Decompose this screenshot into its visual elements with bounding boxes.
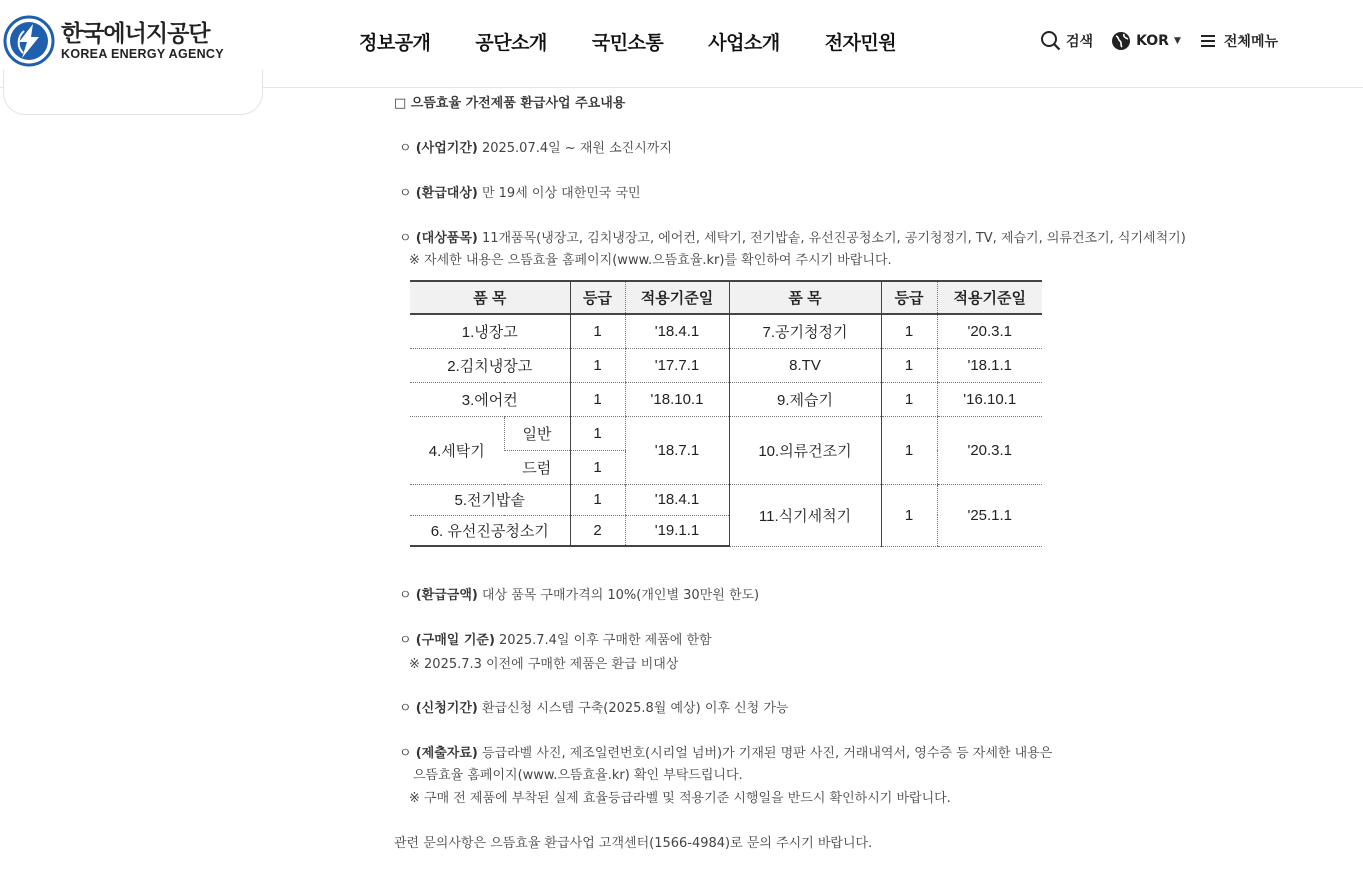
grade-cell: 1 <box>570 416 625 450</box>
grade-cell: 2 <box>570 515 625 546</box>
grade-cell: 1 <box>881 382 937 416</box>
all-menu-label: 전체메뉴 <box>1223 33 1278 50</box>
language-label: KOR <box>1136 32 1169 49</box>
item-cell: 6. 유선진공청소기 <box>410 515 570 546</box>
date-cell: '16.10.1 <box>937 382 1042 416</box>
date-cell: '25.1.1 <box>937 484 1042 546</box>
date-cell: '18.4.1 <box>625 314 729 348</box>
grade-cell: 1 <box>570 450 625 484</box>
globe-icon <box>1111 31 1131 51</box>
kea-logo-icon <box>3 15 55 67</box>
side-panel-box <box>3 70 263 115</box>
date-text: 2025.7.4일 이후 구매한 제품에 한함 <box>494 633 712 648</box>
grade-cell: 1 <box>881 348 937 382</box>
docs-continuation: 으뜸효율 홈페이지(www.으뜸효율.kr) 확인 부탁드립니다. <box>413 768 743 783</box>
col-header-date-2: 적용기준일 <box>937 281 1042 314</box>
caret-down-icon: ▼ <box>1173 35 1181 46</box>
amount-text: 대상 품목 구매가격의 10%(개인별 30만원 한도) <box>477 588 760 603</box>
item-cell: 4.세탁기 <box>410 416 504 484</box>
target-items <box>399 227 1186 246</box>
date-label: (구매일 기준) <box>415 633 495 648</box>
section-heading: □ 으뜸효율 가전제품 환급사업 주요내용 <box>394 96 626 111</box>
item-cell: 5.전기밥솥 <box>410 484 570 515</box>
items-note: ※ 자세한 내용은 으뜸효율 홈페이지(www.으뜸효율.kr)를 확인하여 주시기 바랍니다. <box>409 253 892 268</box>
col-header-date: 적용기준일 <box>625 281 729 314</box>
logo-title: 한국에너지공단 <box>61 21 210 47</box>
item-cell: 9.제습기 <box>729 382 881 416</box>
period-text: 2025.07.4일 ~ 재원 소진시까지 <box>477 141 672 156</box>
logo-subtitle: KOREA ENERGY AGENCY <box>61 47 224 61</box>
item-cell: 3.에어컨 <box>410 382 570 416</box>
apply-text: 환급신청 시스템 구축(2025.8월 예상) 이후 신청 가능 <box>477 701 789 716</box>
col-header-grade: 등급 <box>570 281 625 314</box>
table-row <box>410 314 1042 348</box>
col-header-item-2: 품 목 <box>729 281 881 314</box>
date-cell: '20.3.1 <box>937 416 1042 484</box>
apply-label: (신청기간) <box>415 701 478 716</box>
header-utils <box>1040 30 1296 51</box>
nav-item-info[interactable]: 정보공개 <box>359 32 431 54</box>
docs-text: 등급라벨 사진, 제조일련번호(시리얼 넘버)가 기재된 명판 사진, 거래내역서, 영수증 등 자세한 내용은 <box>477 746 1053 761</box>
date-note: ※ 2025.7.3 이전에 구매한 제품은 환급 비대상 <box>409 657 679 672</box>
col-header-grade-2: 등급 <box>881 281 937 314</box>
date-cell: '17.7.1 <box>625 348 729 382</box>
table-row <box>410 416 1042 450</box>
date-cell: '18.1.1 <box>937 348 1042 382</box>
bullet-mark: ㅇ <box>399 633 412 648</box>
table-row <box>410 348 1042 382</box>
language-select[interactable] <box>1111 31 1181 51</box>
nav-item-business[interactable]: 사업소개 <box>708 32 780 54</box>
col-header-item: 품 목 <box>410 281 570 314</box>
refund-target <box>399 182 641 201</box>
nav-item-communication[interactable]: 국민소통 <box>591 32 664 54</box>
grade-cell: 1 <box>570 382 625 416</box>
bullet-mark: ㅇ <box>399 231 412 246</box>
item-cell: 7.공기청정기 <box>729 314 881 348</box>
date-cell: '18.7.1 <box>625 416 729 484</box>
item-cell: 2.김치냉장고 <box>410 348 570 382</box>
target-label: (환급대상) <box>415 186 478 201</box>
grade-cell: 1 <box>570 348 625 382</box>
subitem-cell: 드럼 <box>504 450 570 484</box>
item-cell: 11.식기세척기 <box>729 484 881 546</box>
refund-amount <box>399 584 759 603</box>
target-items-table <box>410 280 1042 548</box>
subitem-cell: 일반 <box>504 416 570 450</box>
grade-cell: 1 <box>570 484 625 515</box>
search-icon <box>1040 30 1061 51</box>
date-cell: '18.4.1 <box>625 484 729 515</box>
contact-info: 관련 문의사항은 으뜸효율 환급사업 고객센터(1566-4984)로 문의 주시기 바랍니다. <box>394 836 873 851</box>
item-cell: 8.TV <box>729 348 881 382</box>
date-cell: '20.3.1 <box>937 314 1042 348</box>
item-cell: 10.의류건조기 <box>729 416 881 484</box>
nav-item-civil[interactable]: 전자민원 <box>824 32 897 54</box>
nav-item-about[interactable]: 공단소개 <box>475 32 547 54</box>
grade-cell: 1 <box>881 314 937 348</box>
bullet-mark: ㅇ <box>399 186 412 201</box>
docs-note: ※ 구매 전 제품에 부착된 실제 효율등급라벨 및 적용기준 시행일을 반드시 확인하시기 바랍니다. <box>409 791 951 806</box>
docs-label: (제출자료) <box>415 746 478 761</box>
grade-cell: 1 <box>881 484 937 546</box>
hamburger-icon <box>1199 33 1219 49</box>
site-logo[interactable] <box>3 15 224 67</box>
bullet-mark: ㅇ <box>399 141 412 156</box>
bullet-mark: ㅇ <box>399 701 412 716</box>
apply-period <box>399 697 788 716</box>
items-text: 11개품목(냉장고, 김치냉장고, 에어컨, 세탁기, 전기밥솥, 유선진공청소기, 공기청정기, TV, 제습기, 의류건조기, 식기세척기) <box>477 231 1186 246</box>
table-row <box>410 382 1042 416</box>
grade-cell: 1 <box>570 314 625 348</box>
grade-cell: 1 <box>881 416 937 484</box>
all-menu-button[interactable] <box>1199 31 1278 51</box>
items-label: (대상품목) <box>415 231 478 246</box>
date-cell: '19.1.1 <box>625 515 729 546</box>
submit-documents <box>399 742 1052 761</box>
business-period <box>399 137 672 156</box>
table-row <box>410 484 1042 515</box>
period-label: (사업기간) <box>415 141 478 156</box>
bullet-mark: ㅇ <box>399 746 412 761</box>
date-cell: '18.10.1 <box>625 382 729 416</box>
purchase-date <box>399 629 712 648</box>
bullet-mark: ㅇ <box>399 588 412 603</box>
item-cell: 1.냉장고 <box>410 314 570 348</box>
amount-label: (환급금액) <box>415 588 478 603</box>
main-nav <box>359 28 941 55</box>
search-button[interactable] <box>1040 30 1093 51</box>
target-text: 만 19세 이상 대한민국 국민 <box>477 186 641 201</box>
search-label: 검색 <box>1066 33 1094 50</box>
table-header-row <box>410 281 1042 314</box>
